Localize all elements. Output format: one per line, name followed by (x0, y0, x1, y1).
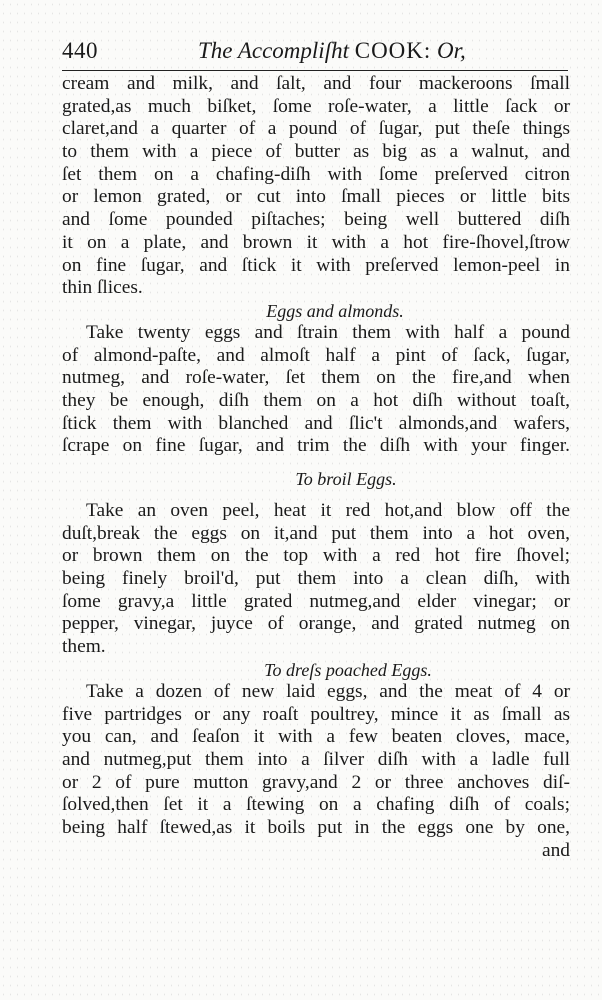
text-line: ſet them on a chafing-diſh with ſome preſerved citron (62, 163, 570, 185)
text-line: or brown them on the top with a red hot fire ſhovel; (62, 545, 570, 567)
text-line: Take a dozen of new laid eggs, and the meat of 4 or (86, 680, 570, 702)
text-line: ſome gravy,a little grated nutmeg,and elder vinegar; or (62, 590, 570, 612)
text-line: grated,as much biſket, ſome roſe-water, a little ſack or (62, 95, 570, 117)
text-line: five partridges or any roaſt poultrey, mince it as ſmall as (62, 703, 570, 725)
text-line: them. (62, 636, 106, 658)
text-line: or 2 of pure mutton gravy,and 2 or three anchoves diſ- (62, 771, 570, 793)
spacer (62, 458, 570, 468)
spacer (62, 490, 570, 500)
recipe-paragraph-to-broil-eggs (62, 500, 570, 659)
recipe-paragraph-to-dress-poached-eggs (62, 681, 570, 840)
text-line: being half ſtewed,as it boils put in the eggs one by one, (62, 816, 570, 838)
text-line: on fine ſugar, and ſtick it with preſerved lemon-peel in (62, 254, 570, 276)
text-line: Take an oven peel, heat it red hot,and blow off the (86, 500, 570, 521)
running-title-italic: The Accompliſht (198, 38, 349, 63)
recipe-paragraph-eggs-and-almonds (62, 322, 570, 458)
text-line: and nutmeg,put them into a ſilver diſh with a ladle full (62, 748, 570, 770)
text-line: to them with a piece of butter as big as a walnut, and (62, 141, 570, 163)
recipe-heading-eggs-and-almonds: Eggs and almonds. (266, 300, 404, 321)
catchword: and (542, 839, 570, 861)
intro-paragraph (62, 73, 570, 300)
running-title-caps: COOK: (354, 38, 432, 63)
running-title (198, 38, 466, 64)
running-title-tail: Or, (437, 38, 466, 63)
text-line: they be enough, diſh them on a hot diſh without toaſt, (62, 389, 570, 411)
text-line: pepper, vinegar, juyce of orange, and grated nutmeg on (62, 613, 570, 635)
text-line: of almond-paſte, and almoſt half a pint of ſack, ſugar, (62, 344, 570, 366)
text-line: it on a plate, and brown it with a hot fire-ſhovel,ſtrow (62, 231, 570, 253)
recipe-heading-to-dress-poached-eggs: To dreſs poached Eggs. (264, 659, 432, 680)
text-line: duſt,break the eggs on it,and put them into a hot oven, (62, 522, 570, 544)
text-line: you can, and ſeaſon it with a few beaten cloves, mace, (62, 726, 570, 748)
text-line: ſolved,then ſet it a ſtewing on a chafing diſh of coals; (62, 794, 570, 816)
text-line: cream and milk, and ſalt, and four mackeroons ſmall (62, 73, 570, 94)
recipe-heading-to-broil-eggs: To broil Eggs. (295, 469, 397, 489)
running-header (62, 34, 568, 71)
text-line: and ſome pounded piſtaches; being well buttered diſh (62, 209, 570, 231)
text-line: ſtick them with blanched and ſlic't almonds,and wafers, (62, 412, 570, 434)
text-line: or lemon grated, or cut into ſmall pieces or little bits (62, 186, 570, 208)
text-line: nutmeg, and roſe-water, ſet them on the fire,and when (62, 367, 570, 389)
text-line: Take twenty eggs and ſtrain them with half a pound (86, 321, 570, 343)
text-line: claret,and a quarter of a pound of ſugar, put theſe things (62, 118, 570, 140)
page-number: 440 (62, 38, 98, 63)
text-line: thin ſlices. (62, 277, 143, 299)
page-body (62, 73, 570, 862)
text-line: ſcrape on fine ſugar, and trim the diſh with your finger. (62, 435, 570, 457)
text-line: being finely broil'd, put them into a clean diſh, with (62, 568, 570, 590)
